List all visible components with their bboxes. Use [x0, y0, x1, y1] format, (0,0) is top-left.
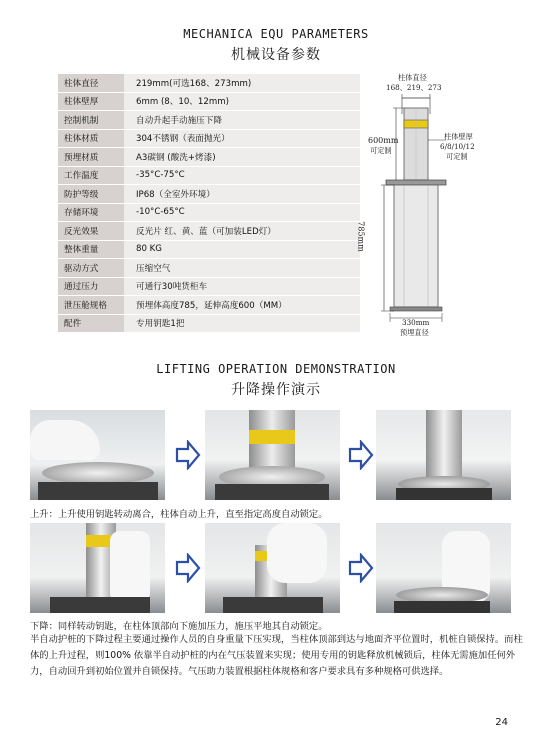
wall-label: 柱体壁厚	[444, 132, 473, 141]
param-key: 工作温度	[58, 166, 124, 185]
param-value: 压缩空气	[124, 259, 360, 278]
height-sub: 可定制	[370, 146, 392, 155]
param-key: 柱体壁厚	[58, 92, 124, 111]
arrow-right-icon	[175, 553, 201, 583]
arrow-right-icon	[175, 440, 201, 470]
param-row	[58, 92, 360, 111]
photo-press-down-mid	[205, 523, 340, 613]
param-value: 预埋体高度785，延伸高度600（MM）	[124, 296, 360, 315]
section1-title-cn: 机械设备参数	[231, 47, 321, 63]
diameter-values: 168、219、273	[386, 83, 442, 92]
caption-lift-up: 上升：上升使用钥匙转动离合，柱体自动上升，直至指定高度自动锁定。	[30, 509, 328, 520]
arrow-right-icon	[348, 553, 374, 583]
bollard-dimension-diagram	[360, 70, 530, 340]
section2-title-en: LIFTING OPERATION DEMONSTRATION	[156, 362, 396, 376]
param-value: 6mm (8、10、12mm)	[124, 92, 360, 111]
param-value: -35°C-75°C	[124, 166, 360, 185]
param-row	[58, 166, 360, 185]
param-key: 反光效果	[58, 222, 124, 241]
wall-values: 6/8/10/12	[440, 142, 475, 151]
photo-bollard-lowered	[376, 523, 511, 613]
section1-title-en: MECHANICA EQU PARAMETERS	[183, 27, 369, 41]
base-sub: 预埋直径	[400, 328, 429, 337]
photo-bollard-rising	[205, 410, 340, 500]
param-key: 柱体材质	[58, 129, 124, 148]
description-paragraph: 半自动护桩的下降过程主要通过操作人员的自身重量下压实现，当柱体顶部到达与地面齐平位置时，机桩自锁保持。而柱体的上升过程，则100% 依靠半自动护桩的内在气压装置来实现；使用专用的钥匙释放机械锁后，柱体无需施加任何外力，自动回升到初始位置并自锁保持。气压助力装置根据柱体规格和客户要求具有多种规格可供选择。	[30, 634, 523, 677]
param-row	[58, 259, 360, 278]
depth-label: 785mm	[356, 221, 366, 252]
param-key: 柱体直径	[58, 74, 124, 92]
param-row	[58, 129, 360, 148]
param-row	[58, 203, 360, 222]
param-key: 控制机制	[58, 111, 124, 130]
base-label: 330mm	[402, 318, 430, 327]
param-value: A3碳钢 (酸洗+烤漆)	[124, 148, 360, 167]
diameter-label: 柱体直径	[398, 73, 427, 82]
param-row	[58, 296, 360, 315]
param-value: 自动升起手动施压下降	[124, 111, 360, 130]
param-key: 驱动方式	[58, 259, 124, 278]
height-label: 600mm	[368, 136, 399, 145]
param-key: 预埋材质	[58, 148, 124, 167]
param-key: 存储环境	[58, 203, 124, 222]
wall-sub: 可定制	[446, 152, 468, 161]
param-row	[58, 148, 360, 167]
arrow-right-icon	[348, 440, 374, 470]
param-value: 专用钥匙1把	[124, 314, 360, 333]
parameters-table	[58, 74, 360, 333]
param-row	[58, 185, 360, 204]
param-value: -10°C-65°C	[124, 203, 360, 222]
photo-press-down-start	[30, 523, 165, 613]
param-value: 可通行30吨货柜车	[124, 277, 360, 296]
section2-title-cn: 升降操作演示	[231, 382, 321, 398]
param-row	[58, 222, 360, 241]
param-value: IP68（全室外环境）	[124, 185, 360, 204]
param-value: 80 KG	[124, 240, 360, 259]
caption-lower-down: 下降：同样转动钥匙，在柱体顶部向下施加压力，施压平地其自动锁定。	[30, 621, 328, 632]
param-row	[58, 277, 360, 296]
param-key: 整体重量	[58, 240, 124, 259]
param-key: 通过压力	[58, 277, 124, 296]
param-key: 防护等级	[58, 185, 124, 204]
page-number: 24	[495, 717, 508, 728]
photo-unlock-key	[30, 410, 165, 500]
param-row	[58, 111, 360, 130]
param-key: 配件	[58, 314, 124, 333]
param-row	[58, 240, 360, 259]
photo-bollard-raised	[376, 410, 511, 500]
param-row	[58, 314, 360, 333]
param-value: 304不锈钢（表面抛光）	[124, 129, 360, 148]
param-row	[58, 74, 360, 92]
param-value: 反光片 红、黄、蓝（可加装LED灯）	[124, 222, 360, 241]
param-key: 泄压舱规格	[58, 296, 124, 315]
param-value: 219mm(可选168、273mm)	[124, 74, 360, 92]
